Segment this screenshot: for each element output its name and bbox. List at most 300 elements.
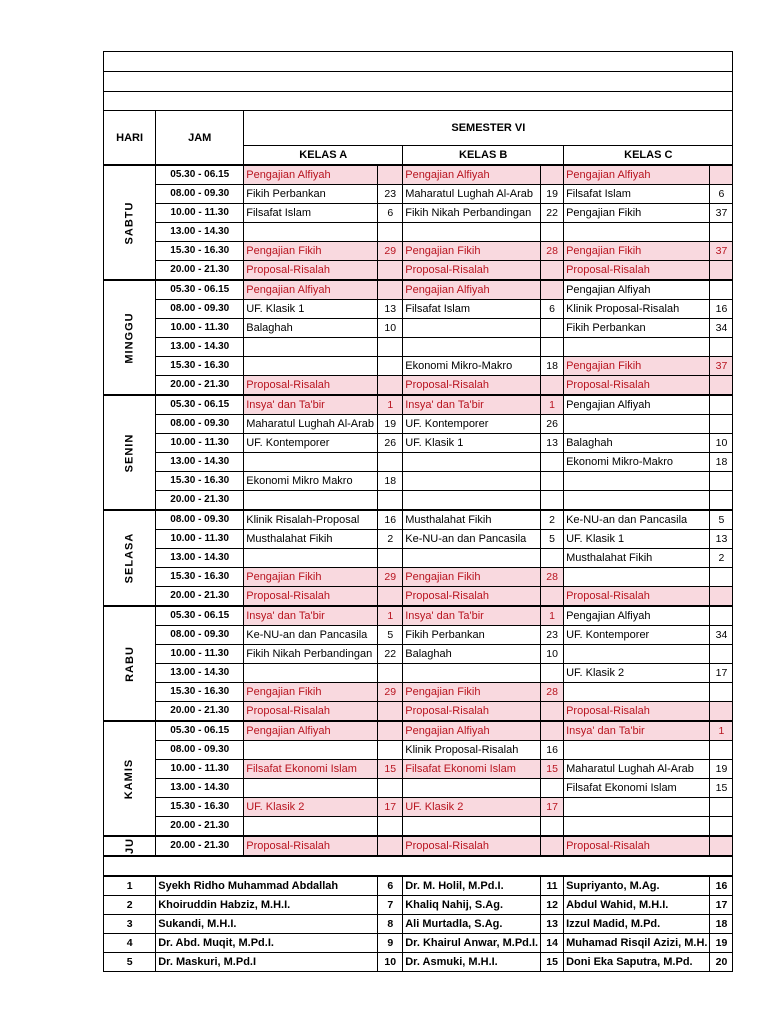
course-name: UF. Klasik 1 xyxy=(403,434,541,453)
lecturer-number xyxy=(378,376,403,396)
lecturer-name: Abdul Wahid, M.H.I. xyxy=(564,896,710,915)
lecturer-number xyxy=(541,836,564,856)
lecturer-number: 15 xyxy=(378,760,403,779)
course-name: Insya' dan Ta'bir xyxy=(403,395,541,415)
time-slot: 08.00 - 09.30 xyxy=(156,741,244,760)
time-slot: 10.00 - 11.30 xyxy=(156,530,244,549)
lecturer-number xyxy=(378,721,403,741)
lecturer-number: 1 xyxy=(710,721,733,741)
lecturer-number: 16 xyxy=(541,741,564,760)
course-name xyxy=(244,741,378,760)
course-name: Proposal-Risalah xyxy=(244,836,378,856)
course-name: Musthalahat Fikih xyxy=(244,530,378,549)
lecturer-number: 5 xyxy=(378,626,403,645)
course-name xyxy=(244,491,378,511)
lecturer-number: 12 xyxy=(541,896,564,915)
time-slot: 13.00 - 14.30 xyxy=(156,453,244,472)
lecturer-number: 10 xyxy=(541,645,564,664)
time-slot: 08.00 - 09.30 xyxy=(156,185,244,204)
lecturer-number xyxy=(378,165,403,185)
time-slot: 05.30 - 06.15 xyxy=(156,165,244,185)
lecturer-number: 9 xyxy=(378,934,403,953)
lecturer-number: 37 xyxy=(710,242,733,261)
lecturer-number xyxy=(710,741,733,760)
schedule-row xyxy=(104,319,733,338)
course-name xyxy=(564,223,710,242)
course-name: Pengajian Alfiyah xyxy=(403,721,541,741)
time-slot: 20.00 - 21.30 xyxy=(156,376,244,396)
time-slot: 08.00 - 09.30 xyxy=(156,300,244,319)
lecturer-name: Dr. Abd. Muqit, M.Pd.I. xyxy=(156,934,378,953)
course-name: Insya' dan Ta'bir xyxy=(244,606,378,626)
schedule-row xyxy=(104,721,733,741)
lecturer-number xyxy=(378,261,403,281)
schedule-row xyxy=(104,645,733,664)
course-name: Ke-NU-an dan Pancasila xyxy=(403,530,541,549)
lecturer-number xyxy=(378,664,403,683)
course-name xyxy=(244,664,378,683)
day-label xyxy=(104,165,156,280)
lecturer-name: Dr. Khairul Anwar, M.Pd.I. xyxy=(403,934,541,953)
course-name xyxy=(403,779,541,798)
course-name: Ke-NU-an dan Pancasila xyxy=(244,626,378,645)
course-name xyxy=(244,357,378,376)
lecturer-number: 28 xyxy=(541,683,564,702)
lecturer-number: 15 xyxy=(541,760,564,779)
lecturer-number: 28 xyxy=(541,242,564,261)
lecturer-number: 15 xyxy=(541,953,564,972)
schedule-table xyxy=(103,51,733,972)
course-name xyxy=(403,664,541,683)
lecturer-number xyxy=(378,549,403,568)
lecturer-number xyxy=(710,836,733,856)
lecturer-name: Dr. Asmuki, M.H.I. xyxy=(403,953,541,972)
lecturer-number xyxy=(541,817,564,837)
course-name: Fikih Nikah Perbandingan xyxy=(403,204,541,223)
course-name: Pengajian Alfiyah xyxy=(244,721,378,741)
lecturer-number: 6 xyxy=(710,185,733,204)
lecturer-number xyxy=(710,338,733,357)
blank-row xyxy=(104,92,733,111)
lecturer-number xyxy=(541,779,564,798)
lecturer-name: Syekh Ridho Muhammad Abdallah xyxy=(156,876,378,896)
lecturer-number: 29 xyxy=(378,683,403,702)
course-name: UF. Kontemporer xyxy=(403,415,541,434)
lecturer-number: 14 xyxy=(541,934,564,953)
schedule-row xyxy=(104,798,733,817)
day-name: SABTU xyxy=(123,201,136,244)
day-name: MINGGU xyxy=(123,311,136,364)
schedule-row xyxy=(104,817,733,837)
lecturer-number xyxy=(710,376,733,396)
course-name: Proposal-Risalah xyxy=(244,261,378,281)
time-slot: 05.30 - 06.15 xyxy=(156,721,244,741)
lecturer-number: 1 xyxy=(378,606,403,626)
lecturer-number xyxy=(378,587,403,607)
header-row xyxy=(104,111,733,146)
course-name xyxy=(564,472,710,491)
lecturer-number: 18 xyxy=(710,915,733,934)
day-name: KAMIS xyxy=(123,758,136,799)
hari-header: HARI xyxy=(104,111,156,166)
lecturer-number xyxy=(541,702,564,722)
time-slot: 15.30 - 16.30 xyxy=(156,357,244,376)
lecturer-number: 26 xyxy=(541,415,564,434)
course-name xyxy=(564,491,710,511)
lecturer-number: 17 xyxy=(710,896,733,915)
day-label xyxy=(104,510,156,606)
lecturer-number: 18 xyxy=(710,453,733,472)
course-name: Ekonomi Mikro Makro xyxy=(244,472,378,491)
lecturer-number xyxy=(710,587,733,607)
lecturer-number xyxy=(541,338,564,357)
schedule-row xyxy=(104,568,733,587)
course-name: Fikih Perbankan xyxy=(403,626,541,645)
lecturer-number: 16 xyxy=(378,510,403,530)
time-slot: 20.00 - 21.30 xyxy=(156,491,244,511)
lecturer-number xyxy=(541,664,564,683)
lecturer-number: 13 xyxy=(541,434,564,453)
course-name xyxy=(403,549,541,568)
time-slot: 13.00 - 14.30 xyxy=(156,779,244,798)
schedule-row xyxy=(104,683,733,702)
schedule-row xyxy=(104,760,733,779)
semester-header: SEMESTER VI xyxy=(244,111,733,146)
course-name: Filsafat Islam xyxy=(244,204,378,223)
lecturer-index: 5 xyxy=(104,953,156,972)
course-name: Pengajian Fikih xyxy=(403,683,541,702)
course-name xyxy=(564,568,710,587)
course-name xyxy=(564,415,710,434)
course-name: Balaghah xyxy=(403,645,541,664)
lecturer-number xyxy=(378,491,403,511)
time-slot: 10.00 - 11.30 xyxy=(156,645,244,664)
lecturer-number: 34 xyxy=(710,626,733,645)
time-slot: 08.00 - 09.30 xyxy=(156,415,244,434)
course-name: UF. Klasik 2 xyxy=(244,798,378,817)
lecturer-number xyxy=(378,280,403,300)
lecturer-number: 13 xyxy=(710,530,733,549)
lecturer-number xyxy=(378,817,403,837)
course-name: Pengajian Fikih xyxy=(564,204,710,223)
lecturer-number: 16 xyxy=(710,876,733,896)
lecturer-name: Khaliq Nahij, S.Ag. xyxy=(403,896,541,915)
course-name: Balaghah xyxy=(564,434,710,453)
course-name xyxy=(564,338,710,357)
schedule-row xyxy=(104,491,733,511)
schedule-row xyxy=(104,415,733,434)
course-name: Ke-NU-an dan Pancasila xyxy=(564,510,710,530)
lecturer-number xyxy=(541,587,564,607)
schedule-row xyxy=(104,434,733,453)
course-name: Pengajian Alfiyah xyxy=(403,165,541,185)
course-name: Proposal-Risalah xyxy=(564,376,710,396)
schedule-row xyxy=(104,626,733,645)
schedule-row xyxy=(104,357,733,376)
course-name: Insya' dan Ta'bir xyxy=(244,395,378,415)
lecturer-index: 4 xyxy=(104,934,156,953)
lecturer-number: 10 xyxy=(710,434,733,453)
course-name xyxy=(244,549,378,568)
course-name xyxy=(244,338,378,357)
lecturer-number xyxy=(378,453,403,472)
lecturer-number: 22 xyxy=(541,204,564,223)
lecturer-row xyxy=(104,876,733,896)
course-name: Pengajian Fikih xyxy=(244,683,378,702)
schedule-row xyxy=(104,300,733,319)
time-slot: 15.30 - 16.30 xyxy=(156,798,244,817)
day-name: JU xyxy=(123,837,136,855)
lecturer-number: 29 xyxy=(378,242,403,261)
schedule-row xyxy=(104,606,733,626)
kelas-a-header: KELAS A xyxy=(244,146,403,166)
schedule-row xyxy=(104,165,733,185)
lecturer-number: 37 xyxy=(710,357,733,376)
lecturer-index: 2 xyxy=(104,896,156,915)
lecturer-number: 6 xyxy=(378,204,403,223)
time-slot: 10.00 - 11.30 xyxy=(156,760,244,779)
time-slot: 20.00 - 21.30 xyxy=(156,702,244,722)
course-name: Fikih Perbankan xyxy=(244,185,378,204)
schedule-row xyxy=(104,242,733,261)
lecturer-number: 19 xyxy=(710,934,733,953)
lecturer-number: 11 xyxy=(541,876,564,896)
course-name: Proposal-Risalah xyxy=(564,702,710,722)
lecturer-name: Ali Murtadla, S.Ag. xyxy=(403,915,541,934)
lecturer-number: 2 xyxy=(378,530,403,549)
lecturer-number: 34 xyxy=(710,319,733,338)
time-slot: 05.30 - 06.15 xyxy=(156,280,244,300)
lecturer-number: 26 xyxy=(378,434,403,453)
day-label xyxy=(104,280,156,395)
course-name: Proposal-Risalah xyxy=(564,836,710,856)
day-name: SENIN xyxy=(123,433,136,472)
course-name xyxy=(564,645,710,664)
lecturer-number xyxy=(541,491,564,511)
lecturer-number xyxy=(541,261,564,281)
lecturer-number xyxy=(710,472,733,491)
lecturer-number xyxy=(541,280,564,300)
course-name: Proposal-Risalah xyxy=(564,261,710,281)
lecturer-number xyxy=(541,549,564,568)
time-slot: 15.30 - 16.30 xyxy=(156,568,244,587)
schedule-row xyxy=(104,702,733,722)
lecturer-name: Sukandi, M.H.I. xyxy=(156,915,378,934)
time-slot: 20.00 - 21.30 xyxy=(156,817,244,837)
time-slot: 10.00 - 11.30 xyxy=(156,319,244,338)
course-name: Proposal-Risalah xyxy=(244,376,378,396)
lecturer-number xyxy=(541,721,564,741)
day-name: SELASA xyxy=(123,532,136,584)
lecturer-number xyxy=(541,319,564,338)
schedule-row xyxy=(104,376,733,396)
lecturer-row xyxy=(104,915,733,934)
course-name: Maharatul Lughah Al-Arab xyxy=(244,415,378,434)
lecturer-number: 23 xyxy=(541,626,564,645)
lecturer-number: 20 xyxy=(710,953,733,972)
course-name: Klinik Risalah-Proposal xyxy=(244,510,378,530)
jam-header: JAM xyxy=(156,111,244,166)
day-name: RABU xyxy=(123,645,136,682)
schedule-row xyxy=(104,836,733,856)
course-name: Fikih Perbankan xyxy=(564,319,710,338)
course-name xyxy=(244,223,378,242)
lecturer-number xyxy=(710,280,733,300)
course-name: Proposal-Risalah xyxy=(564,587,710,607)
time-slot: 10.00 - 11.30 xyxy=(156,434,244,453)
schedule-row xyxy=(104,779,733,798)
time-slot: 10.00 - 11.30 xyxy=(156,204,244,223)
course-name: Pengajian Alfiyah xyxy=(564,165,710,185)
course-name: UF. Klasik 2 xyxy=(403,798,541,817)
course-name: Klinik Proposal-Risalah xyxy=(403,741,541,760)
course-name: Pengajian Alfiyah xyxy=(244,280,378,300)
lecturer-number: 19 xyxy=(378,415,403,434)
lecturer-number xyxy=(541,472,564,491)
course-name xyxy=(403,453,541,472)
lecturer-number: 13 xyxy=(378,300,403,319)
lecturer-number: 17 xyxy=(541,798,564,817)
schedule-row xyxy=(104,223,733,242)
lecturer-number: 17 xyxy=(378,798,403,817)
lecturer-number xyxy=(378,741,403,760)
course-name: Insya' dan Ta'bir xyxy=(403,606,541,626)
lecturer-number: 8 xyxy=(378,915,403,934)
day-label xyxy=(104,606,156,721)
kelas-b-header: KELAS B xyxy=(403,146,564,166)
lecturer-number xyxy=(378,702,403,722)
lecturer-number: 5 xyxy=(541,530,564,549)
course-name: UF. Kontemporer xyxy=(244,434,378,453)
kelas-c-header: KELAS C xyxy=(564,146,733,166)
course-name xyxy=(244,817,378,837)
course-name: Fikih Nikah Perbandingan xyxy=(244,645,378,664)
lecturer-name: Doni Eka Saputra, M.Pd. xyxy=(564,953,710,972)
course-name xyxy=(244,453,378,472)
schedule-row xyxy=(104,741,733,760)
course-name xyxy=(244,779,378,798)
lecturer-number: 15 xyxy=(710,779,733,798)
schedule-row xyxy=(104,472,733,491)
course-name: Proposal-Risalah xyxy=(403,587,541,607)
lecturer-number: 10 xyxy=(378,319,403,338)
lecturer-row xyxy=(104,934,733,953)
course-name: Filsafat Ekonomi Islam xyxy=(244,760,378,779)
schedule-row xyxy=(104,549,733,568)
lecturer-number xyxy=(541,453,564,472)
lecturer-number xyxy=(710,165,733,185)
lecturer-number xyxy=(378,836,403,856)
lecturer-number: 23 xyxy=(378,185,403,204)
lecturer-number xyxy=(710,261,733,281)
lecturer-number xyxy=(710,415,733,434)
course-name: UF. Klasik 1 xyxy=(564,530,710,549)
lecturer-name: Khoiruddin Habziz, M.H.I. xyxy=(156,896,378,915)
course-name: Klinik Proposal-Risalah xyxy=(564,300,710,319)
course-name xyxy=(564,798,710,817)
time-slot: 15.30 - 16.30 xyxy=(156,683,244,702)
course-name: Proposal-Risalah xyxy=(403,261,541,281)
blank-row xyxy=(104,52,733,72)
lecturer-number: 1 xyxy=(378,395,403,415)
lecturer-number: 10 xyxy=(378,953,403,972)
course-name: Musthalahat Fikih xyxy=(403,510,541,530)
time-slot: 20.00 - 21.30 xyxy=(156,587,244,607)
lecturer-number xyxy=(378,223,403,242)
schedule-row xyxy=(104,204,733,223)
lecturer-number: 37 xyxy=(710,204,733,223)
course-name: Pengajian Alfiyah xyxy=(564,280,710,300)
lecturer-number xyxy=(710,645,733,664)
time-slot: 15.30 - 16.30 xyxy=(156,242,244,261)
schedule-row xyxy=(104,530,733,549)
lecturer-number: 29 xyxy=(378,568,403,587)
course-name: Pengajian Fikih xyxy=(564,242,710,261)
time-slot: 13.00 - 14.30 xyxy=(156,664,244,683)
course-name: Filsafat Islam xyxy=(564,185,710,204)
course-name: Pengajian Alfiyah xyxy=(564,606,710,626)
course-name xyxy=(564,817,710,837)
course-name: Pengajian Fikih xyxy=(403,568,541,587)
lecturer-index: 1 xyxy=(104,876,156,896)
lecturer-number: 17 xyxy=(710,664,733,683)
time-slot: 20.00 - 21.30 xyxy=(156,261,244,281)
lecturer-number: 18 xyxy=(541,357,564,376)
schedule-row xyxy=(104,395,733,415)
lecturer-row xyxy=(104,896,733,915)
lecturer-number xyxy=(541,223,564,242)
lecturer-number: 7 xyxy=(378,896,403,915)
schedule-row xyxy=(104,185,733,204)
lecturer-number: 16 xyxy=(710,300,733,319)
lecturer-number xyxy=(710,606,733,626)
course-name: Pengajian Fikih xyxy=(244,568,378,587)
course-name: Maharatul Lughah Al-Arab xyxy=(403,185,541,204)
course-name: UF. Kontemporer xyxy=(564,626,710,645)
course-name xyxy=(403,817,541,837)
lecturer-number xyxy=(378,357,403,376)
course-name xyxy=(403,472,541,491)
lecturer-name: Dr. Maskuri, M.Pd.I xyxy=(156,953,378,972)
time-slot: 05.30 - 06.15 xyxy=(156,606,244,626)
time-slot: 08.00 - 09.30 xyxy=(156,510,244,530)
course-name: Ekonomi Mikro-Makro xyxy=(564,453,710,472)
lecturer-number xyxy=(378,779,403,798)
course-name: Insya' dan Ta'bir xyxy=(564,721,710,741)
day-label xyxy=(104,836,156,856)
lecturer-name: Supriyanto, M.Ag. xyxy=(564,876,710,896)
lecturer-number xyxy=(710,491,733,511)
schedule-row xyxy=(104,338,733,357)
course-name: Filsafat Ekonomi Islam xyxy=(564,779,710,798)
blank-row xyxy=(104,72,733,92)
time-slot: 05.30 - 06.15 xyxy=(156,395,244,415)
lecturer-number: 22 xyxy=(378,645,403,664)
course-name: UF. Klasik 1 xyxy=(244,300,378,319)
course-name: Pengajian Alfiyah xyxy=(564,395,710,415)
course-name: Musthalahat Fikih xyxy=(564,549,710,568)
lecturer-number: 6 xyxy=(378,876,403,896)
course-name: Proposal-Risalah xyxy=(244,702,378,722)
lecturer-number xyxy=(710,568,733,587)
course-name: Maharatul Lughah Al-Arab xyxy=(564,760,710,779)
course-name: Pengajian Fikih xyxy=(564,357,710,376)
blank-row xyxy=(104,856,733,876)
lecturer-number xyxy=(710,702,733,722)
lecturer-number xyxy=(710,798,733,817)
course-name: Balaghah xyxy=(244,319,378,338)
lecturer-number xyxy=(710,395,733,415)
